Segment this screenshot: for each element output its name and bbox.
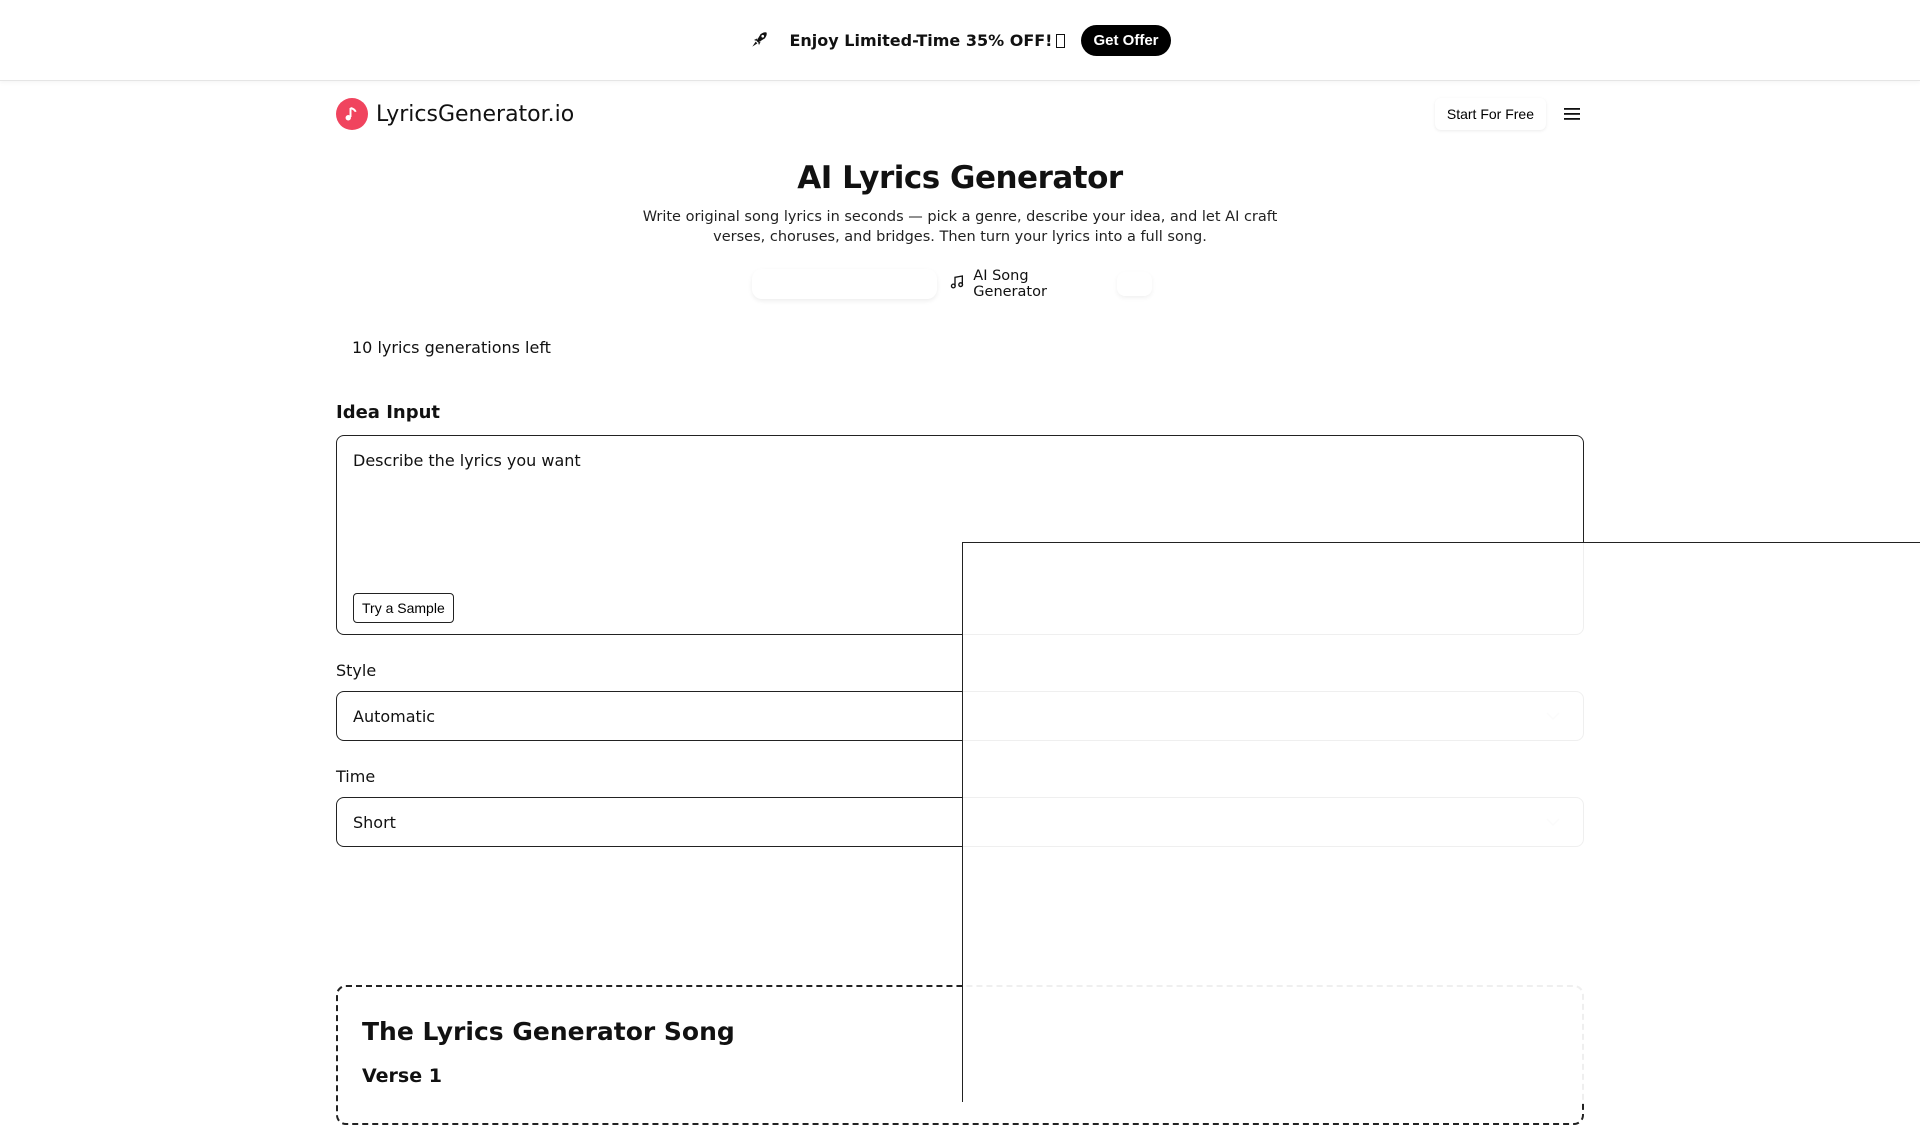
idea-input-label: Idea Input (336, 402, 441, 423)
site-header (336, 97, 1584, 131)
tab-label: AI Song Generator (973, 268, 1047, 300)
style-label: Style (336, 661, 377, 680)
emoji-glyph (1056, 34, 1065, 48)
verse-label: Verse 1 (362, 1065, 442, 1087)
page-title: AI Lyrics Generator (797, 160, 1123, 196)
music-note-icon (949, 274, 965, 294)
try-a-sample-button[interactable]: Try a Sample (353, 593, 454, 623)
hamburger-menu-icon[interactable] (1560, 102, 1584, 126)
tab-lyrics-generator[interactable] (752, 269, 937, 299)
style-value: Automatic (353, 706, 436, 726)
logo-text: LyricsGenerator.io (376, 101, 575, 127)
overlay-panel[interactable] (962, 542, 1920, 1102)
start-for-free-button[interactable]: Start For Free (1435, 98, 1546, 130)
generator-tabs (752, 269, 1152, 299)
time-value: Short (353, 812, 396, 832)
tab-more[interactable] (1117, 272, 1152, 296)
page-subtitle: Write original song lyrics in seconds — pick a genre, describe your idea, and let AI craft verses, choruses, and bridges. Then turn your lyrics into a full song. (642, 209, 1278, 245)
song-title: The Lyrics Generator Song (362, 1017, 735, 1046)
promo-text: Enjoy Limited-Time 35% OFF! (789, 31, 1065, 50)
get-offer-button[interactable]: Get Offer (1081, 25, 1170, 56)
tab-ai-song-generator[interactable] (949, 268, 1104, 300)
rocket-icon (749, 30, 769, 50)
music-note-icon (336, 98, 368, 130)
idea-placeholder: Describe the lyrics you want (353, 451, 581, 470)
logo[interactable] (336, 98, 574, 130)
promo-banner (0, 0, 1920, 81)
generations-left: 10 lyrics generations left (352, 338, 551, 357)
time-label: Time (336, 767, 376, 786)
